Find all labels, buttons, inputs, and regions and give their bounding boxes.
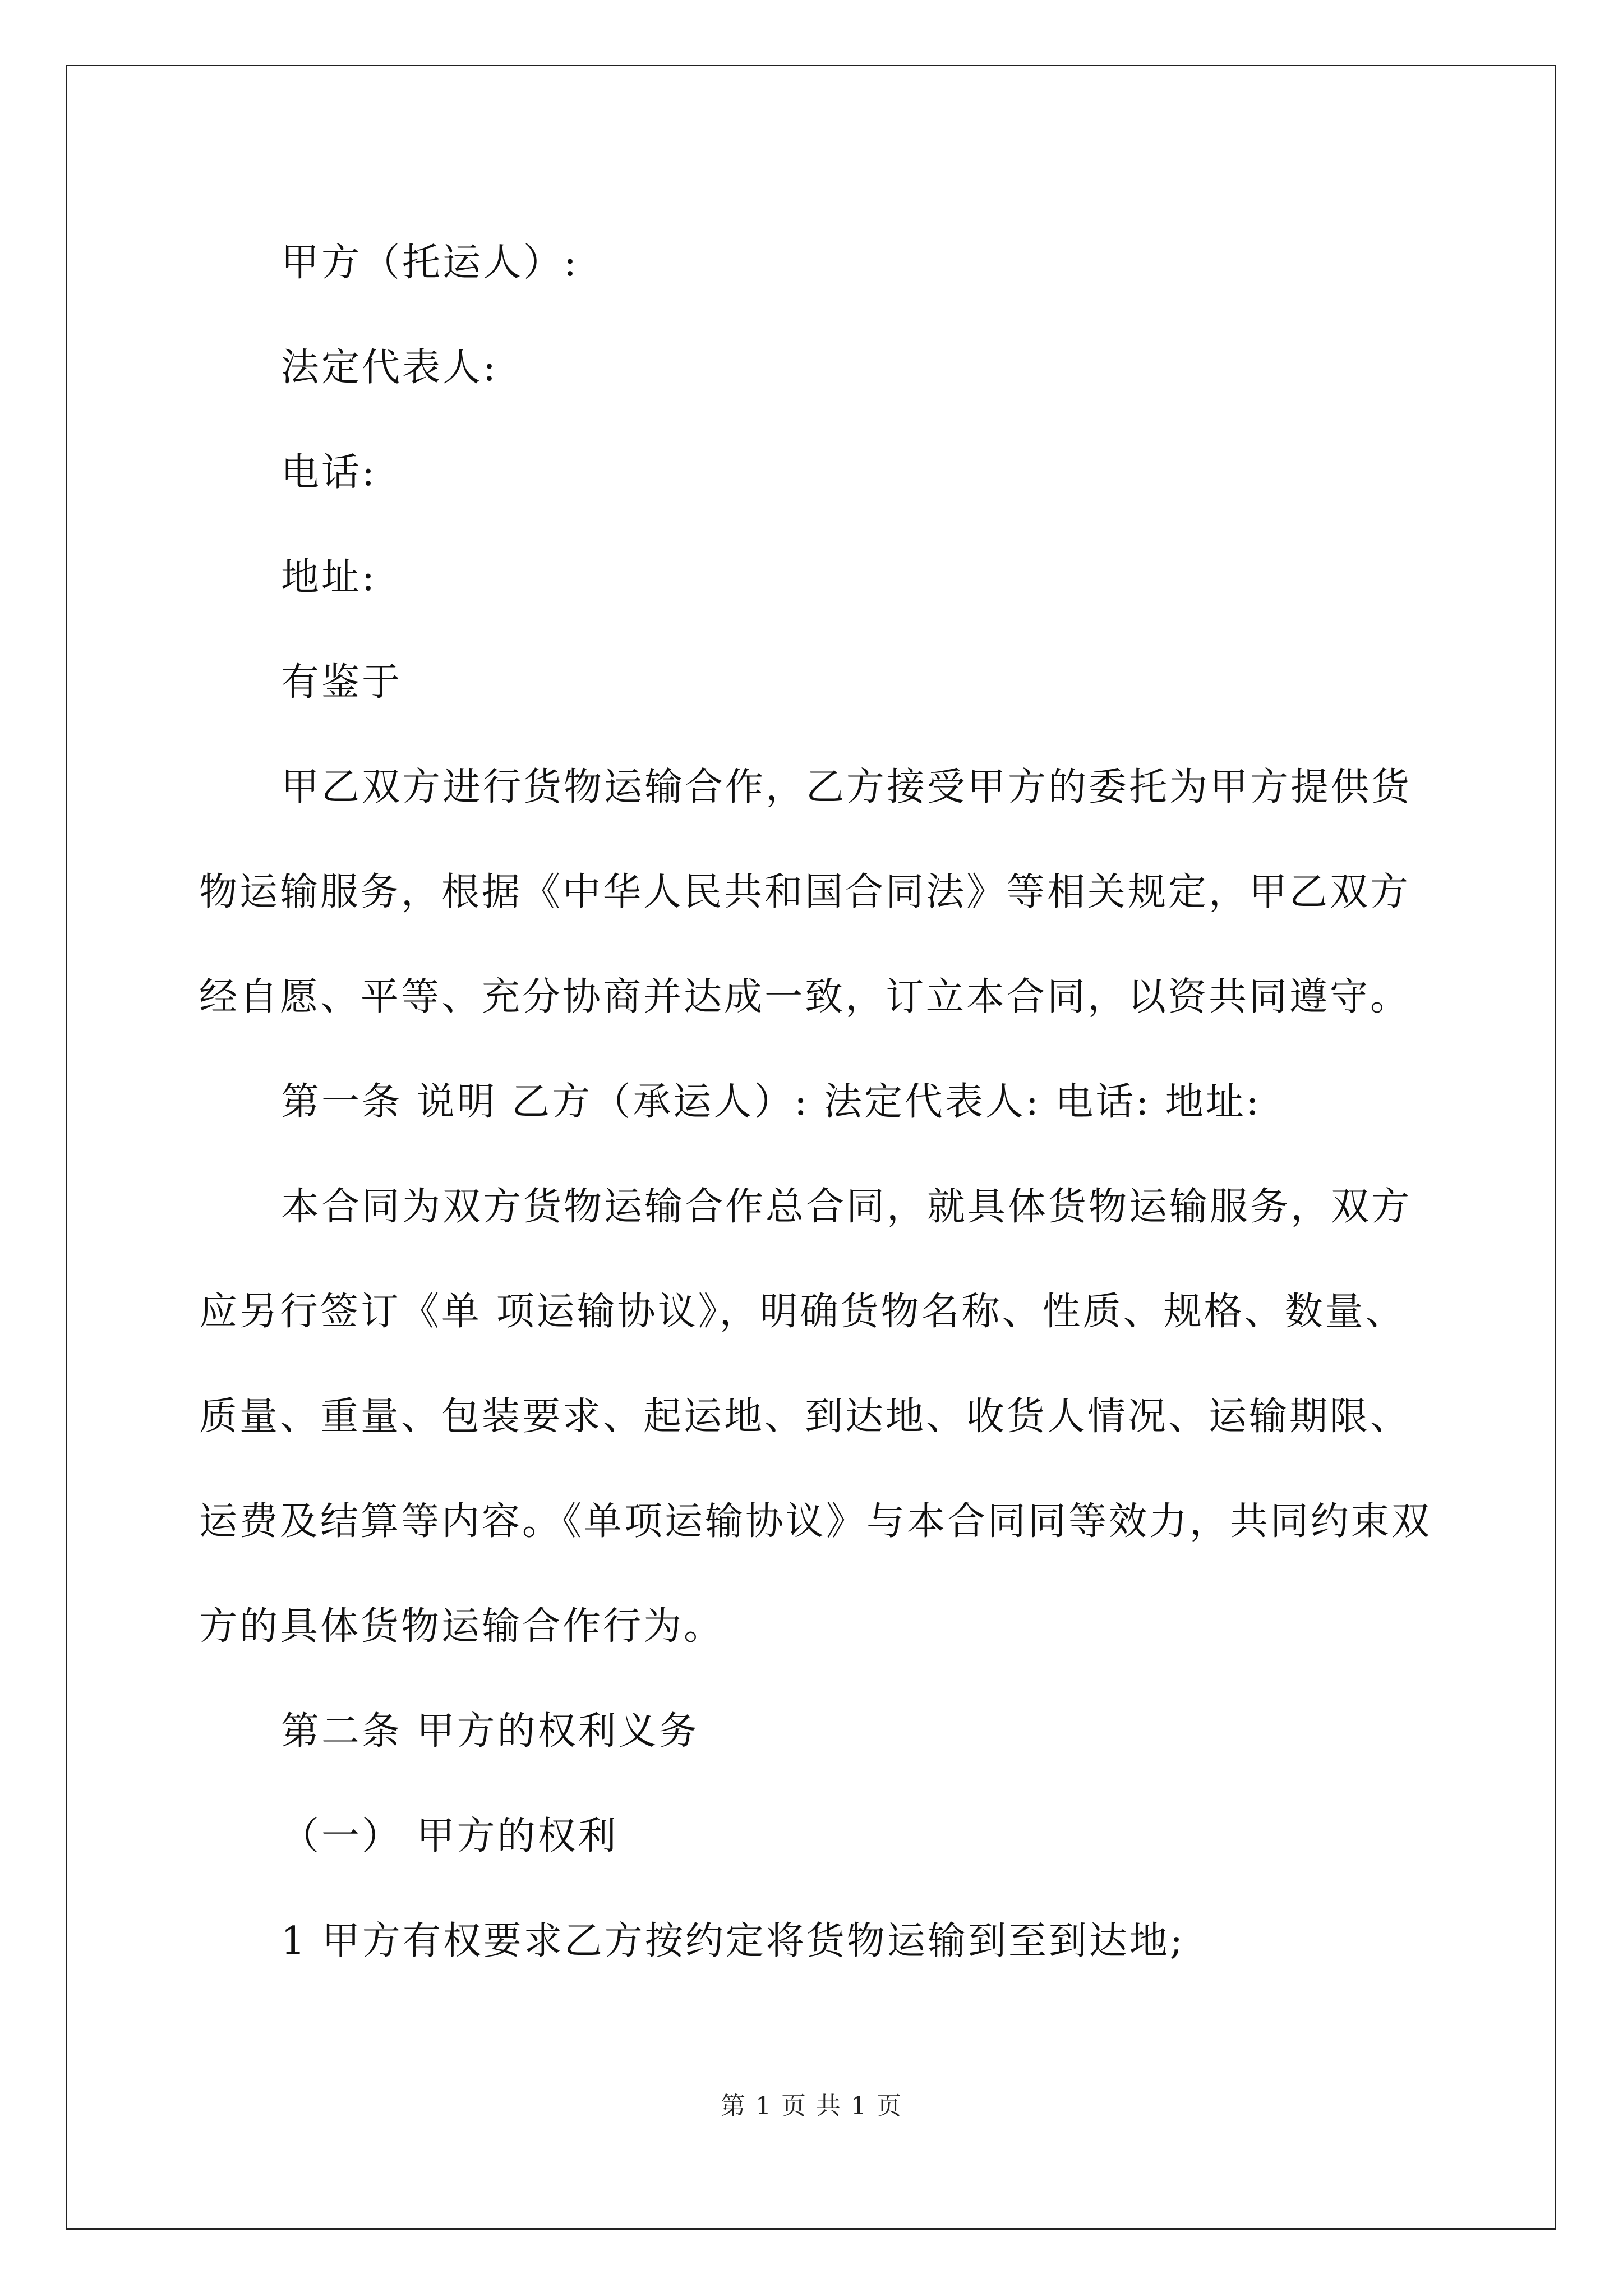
legal-representative-label: 法定代表人: <box>281 346 498 390</box>
article-two-heading: 第二条 甲方的权利义务 <box>281 1709 699 1754</box>
party-a-right-item-1: 1 甲方有权要求乙方按约定将货物运输到至到达地; <box>281 1919 1185 1963</box>
party-a-label: 甲方（托运人）: <box>281 241 579 285</box>
phone-label: 电话: <box>281 450 377 495</box>
preamble-paragraph: 甲乙双方进行货物运输合作，乙方接受甲方的委托为甲方提供货物运输服务，根据《中华人民共和国合同法》等相关规定，甲乙双方经自愿、平等、充分协商并达成一致，订立本合同，以资共同遵守。 <box>199 765 1412 1019</box>
article-one-heading: 第一条 说明 乙方（承运人）: 法定代表人: 电话: 地址: <box>281 1080 1261 1124</box>
article-one-body: 本合同为双方货物运输合作总合同，就具体货物运输服务，双方应另行签订《单 项运输协议》，明确货物名称、性质、规格、数量、质量、重量、包装要求、起运地、到达地、收货人情况、运输期限、运费及结算等内容。《单项运输协议》与本合同同等效力，共同约束双方的具体货物运输合作行为。 <box>199 1185 1432 1649</box>
whereas-heading: 有鉴于 <box>281 660 403 705</box>
document-body <box>199 210 1438 1994</box>
address-label: 地址: <box>281 555 377 600</box>
page-number-footer: 第 1 页 共 1 页 <box>721 2092 902 2120</box>
party-a-rights-heading: （一） 甲方的权利 <box>281 1814 619 1858</box>
